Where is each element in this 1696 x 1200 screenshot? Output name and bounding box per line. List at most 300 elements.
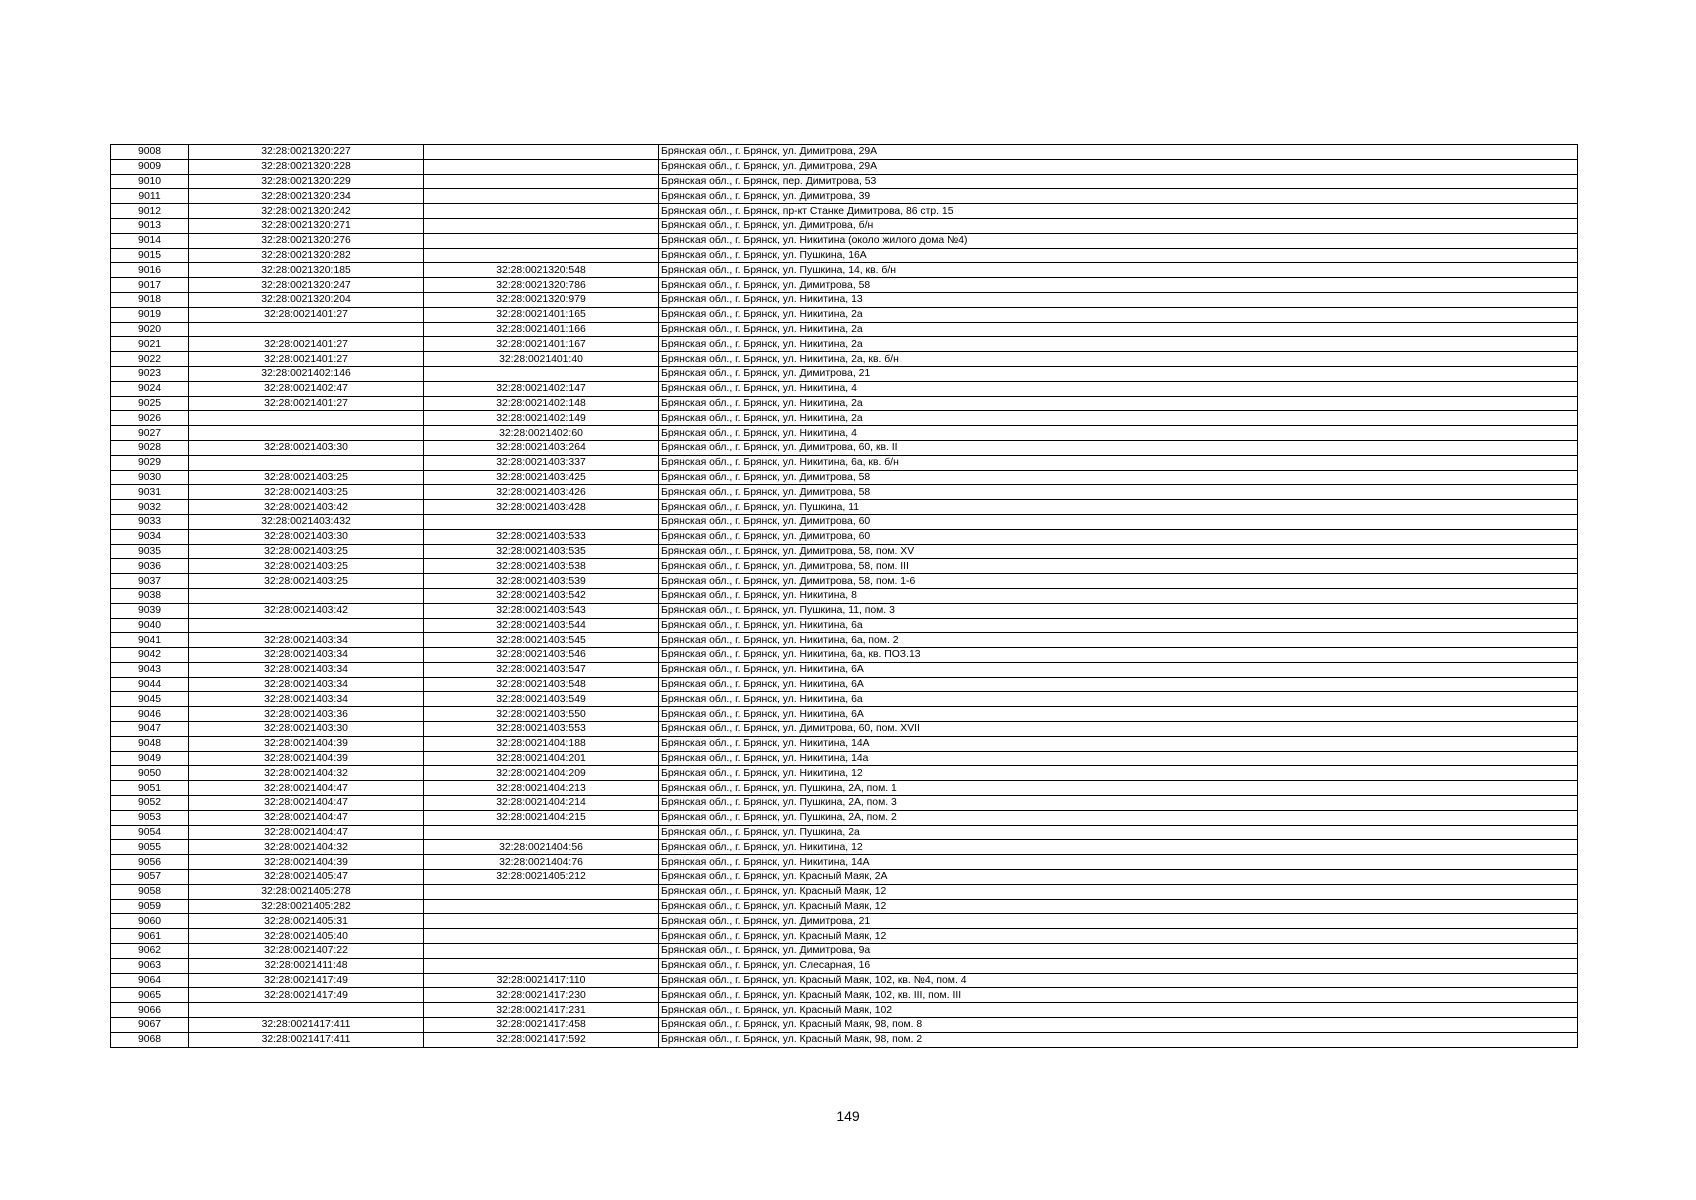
table-row [111, 929, 1578, 944]
address-cell: Брянская обл., г. Брянск, ул. Димитрова, 60, пом. XVII [659, 722, 1578, 737]
parent-cadastral-number-cell: 32:28:0021403:34 [189, 633, 424, 648]
address-cell: Брянская обл., г. Брянск, ул. Никитина, 12 [659, 766, 1578, 781]
row-number-cell: 9009 [111, 159, 189, 174]
row-number-cell: 9031 [111, 485, 189, 500]
address-cell: Брянская обл., г. Брянск, ул. Никитина, 6а, кв. ПОЗ.13 [659, 648, 1578, 663]
cadastral-number-cell: 32:28:0021404:56 [424, 840, 659, 855]
parent-cadastral-number-cell: 32:28:0021402:47 [189, 381, 424, 396]
row-number-cell: 9051 [111, 781, 189, 796]
cadastral-number-cell [424, 189, 659, 204]
table-row [111, 544, 1578, 559]
parent-cadastral-number-cell: 32:28:0021405:31 [189, 914, 424, 929]
parent-cadastral-number-cell: 32:28:0021320:227 [189, 145, 424, 160]
cadastral-number-cell: 32:28:0021320:548 [424, 263, 659, 278]
parent-cadastral-number-cell: 32:28:0021401:27 [189, 337, 424, 352]
address-cell: Брянская обл., г. Брянск, ул. Никитина, 2а [659, 307, 1578, 322]
cadastral-number-cell: 32:28:0021404:213 [424, 781, 659, 796]
row-number-cell: 9026 [111, 411, 189, 426]
address-cell: Брянская обл., г. Брянск, ул. Димитрова, 29А [659, 145, 1578, 160]
address-cell: Брянская обл., г. Брянск, ул. Никитина, 2а [659, 396, 1578, 411]
row-number-cell: 9042 [111, 648, 189, 663]
row-number-cell: 9047 [111, 722, 189, 737]
table-row [111, 559, 1578, 574]
cadastral-number-cell [424, 899, 659, 914]
table-row [111, 145, 1578, 160]
parent-cadastral-number-cell [189, 455, 424, 470]
table-row [111, 411, 1578, 426]
cadastral-number-cell: 32:28:0021403:553 [424, 722, 659, 737]
table-row [111, 810, 1578, 825]
table-row [111, 574, 1578, 589]
table-row [111, 751, 1578, 766]
table-row [111, 840, 1578, 855]
address-cell: Брянская обл., г. Брянск, ул. Красный Маяк, 98, пом. 2 [659, 1032, 1578, 1047]
address-cell: Брянская обл., г. Брянск, ул. Димитрова, б/н [659, 218, 1578, 233]
row-number-cell: 9020 [111, 322, 189, 337]
parent-cadastral-number-cell: 32:28:0021404:32 [189, 766, 424, 781]
cadastral-number-cell: 32:28:0021401:166 [424, 322, 659, 337]
parent-cadastral-number-cell: 32:28:0021405:282 [189, 899, 424, 914]
address-cell: Брянская обл., г. Брянск, ул. Димитрова, 58 [659, 470, 1578, 485]
address-cell: Брянская обл., г. Брянск, ул. Никитина, 14А [659, 736, 1578, 751]
cadastral-number-cell: 32:28:0021403:426 [424, 485, 659, 500]
row-number-cell: 9018 [111, 292, 189, 307]
address-cell: Брянская обл., г. Брянск, ул. Димитрова, 58 [659, 278, 1578, 293]
parent-cadastral-number-cell: 32:28:0021403:34 [189, 677, 424, 692]
address-cell: Брянская обл., г. Брянск, ул. Димитрова, 58, пом. 1-6 [659, 574, 1578, 589]
table-row [111, 218, 1578, 233]
cadastral-number-cell [424, 159, 659, 174]
cadastral-number-cell [424, 914, 659, 929]
table-row [111, 1003, 1578, 1018]
parent-cadastral-number-cell [189, 322, 424, 337]
address-cell: Брянская обл., г. Брянск, ул. Никитина, 6А [659, 677, 1578, 692]
row-number-cell: 9060 [111, 914, 189, 929]
row-number-cell: 9039 [111, 603, 189, 618]
table-row [111, 292, 1578, 307]
address-cell: Брянская обл., г. Брянск, ул. Красный Маяк, 2А [659, 870, 1578, 885]
table-row [111, 263, 1578, 278]
address-cell: Брянская обл., г. Брянск, ул. Димитрова, 39 [659, 189, 1578, 204]
table-row [111, 278, 1578, 293]
table-row [111, 766, 1578, 781]
address-cell: Брянская обл., г. Брянск, ул. Красный Маяк, 102 [659, 1003, 1578, 1018]
address-cell: Брянская обл., г. Брянск, ул. Красный Маяк, 12 [659, 884, 1578, 899]
address-cell: Брянская обл., г. Брянск, ул. Димитрова, 29А [659, 159, 1578, 174]
cadastral-number-cell: 32:28:0021403:550 [424, 707, 659, 722]
row-number-cell: 9036 [111, 559, 189, 574]
parent-cadastral-number-cell: 32:28:0021401:27 [189, 352, 424, 367]
cadastral-number-cell: 32:28:0021403:549 [424, 692, 659, 707]
cadastral-number-cell: 32:28:0021404:201 [424, 751, 659, 766]
cadastral-number-cell: 32:28:0021404:188 [424, 736, 659, 751]
row-number-cell: 9012 [111, 204, 189, 219]
parent-cadastral-number-cell: 32:28:0021403:30 [189, 722, 424, 737]
parent-cadastral-number-cell: 32:28:0021417:411 [189, 1018, 424, 1033]
address-cell: Брянская обл., г. Брянск, ул. Димитрова, 60 [659, 529, 1578, 544]
address-cell: Брянская обл., г. Брянск, ул. Димитрова, 21 [659, 914, 1578, 929]
parent-cadastral-number-cell: 32:28:0021403:25 [189, 544, 424, 559]
cadastral-number-cell: 32:28:0021404:214 [424, 796, 659, 811]
parent-cadastral-number-cell [189, 411, 424, 426]
row-number-cell: 9068 [111, 1032, 189, 1047]
parent-cadastral-number-cell: 32:28:0021405:40 [189, 929, 424, 944]
address-cell: Брянская обл., г. Брянск, ул. Пушкина, 2а [659, 825, 1578, 840]
cadastral-number-cell: 32:28:0021403:547 [424, 662, 659, 677]
address-cell: Брянская обл., г. Брянск, ул. Димитрова, 58, пом. XV [659, 544, 1578, 559]
cadastral-number-cell [424, 145, 659, 160]
parent-cadastral-number-cell: 32:28:0021404:32 [189, 840, 424, 855]
address-cell: Брянская обл., г. Брянск, ул. Никитина, 6А [659, 707, 1578, 722]
address-cell: Брянская обл., г. Брянск, ул. Никитина, 14а [659, 751, 1578, 766]
address-cell: Брянская обл., г. Брянск, пр-кт Станке Димитрова, 86 стр. 15 [659, 204, 1578, 219]
row-number-cell: 9021 [111, 337, 189, 352]
parent-cadastral-number-cell: 32:28:0021404:39 [189, 751, 424, 766]
row-number-cell: 9062 [111, 944, 189, 959]
table-row [111, 248, 1578, 263]
cadastral-number-cell [424, 366, 659, 381]
table-body [111, 145, 1578, 1048]
row-number-cell: 9048 [111, 736, 189, 751]
cadastral-number-cell: 32:28:0021403:543 [424, 603, 659, 618]
table-row [111, 973, 1578, 988]
table-row [111, 870, 1578, 885]
row-number-cell: 9045 [111, 692, 189, 707]
cadastral-number-cell: 32:28:0021403:264 [424, 440, 659, 455]
address-cell: Брянская обл., г. Брянск, ул. Никитина, 2а [659, 322, 1578, 337]
parent-cadastral-number-cell: 32:28:0021404:47 [189, 796, 424, 811]
address-cell: Брянская обл., г. Брянск, ул. Пушкина, 2А, пом. 2 [659, 810, 1578, 825]
table-row [111, 736, 1578, 751]
page-number: 149 [836, 1108, 860, 1124]
parent-cadastral-number-cell: 32:28:0021403:34 [189, 662, 424, 677]
address-cell: Брянская обл., г. Брянск, ул. Никитина, 4 [659, 381, 1578, 396]
address-cell: Брянская обл., г. Брянск, ул. Пушкина, 2А, пом. 1 [659, 781, 1578, 796]
table-row [111, 233, 1578, 248]
parent-cadastral-number-cell: 32:28:0021402:146 [189, 366, 424, 381]
row-number-cell: 9066 [111, 1003, 189, 1018]
parent-cadastral-number-cell: 32:28:0021320:229 [189, 174, 424, 189]
parent-cadastral-number-cell [189, 1003, 424, 1018]
table-row [111, 307, 1578, 322]
cadastral-number-cell: 32:28:0021403:539 [424, 574, 659, 589]
parent-cadastral-number-cell: 32:28:0021404:47 [189, 810, 424, 825]
row-number-cell: 9052 [111, 796, 189, 811]
table-row [111, 648, 1578, 663]
row-number-cell: 9046 [111, 707, 189, 722]
cadastral-number-cell [424, 944, 659, 959]
cadastral-number-cell: 32:28:0021417:230 [424, 988, 659, 1003]
parent-cadastral-number-cell: 32:28:0021411:48 [189, 958, 424, 973]
address-cell: Брянская обл., г. Брянск, ул. Никитина, 6а, кв. б/н [659, 455, 1578, 470]
parent-cadastral-number-cell: 32:28:0021401:27 [189, 396, 424, 411]
row-number-cell: 9049 [111, 751, 189, 766]
address-cell: Брянская обл., г. Брянск, ул. Красный Маяк, 98, пом. 8 [659, 1018, 1578, 1033]
cadastral-number-cell [424, 929, 659, 944]
row-number-cell: 9034 [111, 529, 189, 544]
table-row [111, 381, 1578, 396]
cadastral-number-cell: 32:28:0021401:40 [424, 352, 659, 367]
row-number-cell: 9029 [111, 455, 189, 470]
address-cell: Брянская обл., г. Брянск, ул. Димитрова, 60, кв. II [659, 440, 1578, 455]
table-row [111, 485, 1578, 500]
table-row [111, 470, 1578, 485]
parent-cadastral-number-cell: 32:28:0021320:234 [189, 189, 424, 204]
parent-cadastral-number-cell: 32:28:0021403:432 [189, 514, 424, 529]
cadastral-number-cell: 32:28:0021404:76 [424, 855, 659, 870]
address-cell: Брянская обл., г. Брянск, ул. Димитрова, 60 [659, 514, 1578, 529]
address-cell: Брянская обл., г. Брянск, ул. Никитина, 6А [659, 662, 1578, 677]
cadastral-number-cell: 32:28:0021417:231 [424, 1003, 659, 1018]
address-cell: Брянская обл., г. Брянск, ул. Димитрова, 9а [659, 944, 1578, 959]
address-cell: Брянская обл., г. Брянск, ул. Красный Маяк, 102, кв. №4, пом. 4 [659, 973, 1578, 988]
cadastral-number-cell: 32:28:0021403:533 [424, 529, 659, 544]
address-cell: Брянская обл., г. Брянск, ул. Пушкина, 11 [659, 500, 1578, 515]
row-number-cell: 9025 [111, 396, 189, 411]
table-row [111, 707, 1578, 722]
cadastral-number-cell [424, 248, 659, 263]
parent-cadastral-number-cell: 32:28:0021401:27 [189, 307, 424, 322]
address-cell: Брянская обл., г. Брянск, ул. Пушкина, 11, пом. 3 [659, 603, 1578, 618]
address-cell: Брянская обл., г. Брянск, ул. Пушкина, 16А [659, 248, 1578, 263]
cadastral-number-cell: 32:28:0021403:545 [424, 633, 659, 648]
parent-cadastral-number-cell [189, 426, 424, 441]
address-cell: Брянская обл., г. Брянск, ул. Никитина, 6а, пом. 2 [659, 633, 1578, 648]
table-row [111, 796, 1578, 811]
cadastral-number-cell: 32:28:0021417:458 [424, 1018, 659, 1033]
cadastral-number-cell: 32:28:0021402:147 [424, 381, 659, 396]
parent-cadastral-number-cell: 32:28:0021403:36 [189, 707, 424, 722]
cadastral-number-cell: 32:28:0021401:165 [424, 307, 659, 322]
table-row [111, 337, 1578, 352]
address-cell: Брянская обл., г. Брянск, ул. Красный Маяк, 12 [659, 899, 1578, 914]
address-cell: Брянская обл., г. Брянск, ул. Димитрова, 58 [659, 485, 1578, 500]
parent-cadastral-number-cell: 32:28:0021417:49 [189, 988, 424, 1003]
parent-cadastral-number-cell [189, 588, 424, 603]
row-number-cell: 9033 [111, 514, 189, 529]
cadastral-number-cell [424, 958, 659, 973]
parent-cadastral-number-cell: 32:28:0021403:34 [189, 648, 424, 663]
cadastral-number-cell [424, 218, 659, 233]
cadastral-number-cell: 32:28:0021402:149 [424, 411, 659, 426]
address-cell: Брянская обл., г. Брянск, ул. Слесарная, 16 [659, 958, 1578, 973]
table-row [111, 1032, 1578, 1047]
parent-cadastral-number-cell: 32:28:0021417:411 [189, 1032, 424, 1047]
table-row [111, 677, 1578, 692]
address-cell: Брянская обл., г. Брянск, ул. Никитина, 13 [659, 292, 1578, 307]
row-number-cell: 9017 [111, 278, 189, 293]
parent-cadastral-number-cell: 32:28:0021405:47 [189, 870, 424, 885]
parent-cadastral-number-cell: 32:28:0021403:42 [189, 603, 424, 618]
row-number-cell: 9014 [111, 233, 189, 248]
cadastral-number-cell: 32:28:0021402:60 [424, 426, 659, 441]
cadastral-number-cell: 32:28:0021403:428 [424, 500, 659, 515]
cadastral-number-cell: 32:28:0021403:425 [424, 470, 659, 485]
row-number-cell: 9035 [111, 544, 189, 559]
row-number-cell: 9038 [111, 588, 189, 603]
row-number-cell: 9063 [111, 958, 189, 973]
address-cell: Брянская обл., г. Брянск, ул. Никитина, 2а [659, 411, 1578, 426]
address-cell: Брянская обл., г. Брянск, ул. Красный Маяк, 102, кв. III, пом. III [659, 988, 1578, 1003]
row-number-cell: 9058 [111, 884, 189, 899]
row-number-cell: 9037 [111, 574, 189, 589]
cadastral-number-cell: 32:28:0021403:548 [424, 677, 659, 692]
table-row [111, 944, 1578, 959]
parent-cadastral-number-cell: 32:28:0021403:25 [189, 559, 424, 574]
address-cell: Брянская обл., г. Брянск, ул. Никитина, 2а [659, 337, 1578, 352]
table-row [111, 692, 1578, 707]
parent-cadastral-number-cell: 32:28:0021320:185 [189, 263, 424, 278]
registry-table [110, 144, 1578, 1048]
parent-cadastral-number-cell: 32:28:0021407:22 [189, 944, 424, 959]
address-cell: Брянская обл., г. Брянск, ул. Никитина, 4 [659, 426, 1578, 441]
address-cell: Брянская обл., г. Брянск, ул. Пушкина, 2А, пом. 3 [659, 796, 1578, 811]
table-row [111, 958, 1578, 973]
table-row [111, 440, 1578, 455]
table-row [111, 855, 1578, 870]
row-number-cell: 9043 [111, 662, 189, 677]
cadastral-number-cell: 32:28:0021417:110 [424, 973, 659, 988]
parent-cadastral-number-cell: 32:28:0021320:228 [189, 159, 424, 174]
row-number-cell: 9023 [111, 366, 189, 381]
row-number-cell: 9015 [111, 248, 189, 263]
row-number-cell: 9050 [111, 766, 189, 781]
table-row [111, 529, 1578, 544]
table-row [111, 618, 1578, 633]
address-cell: Брянская обл., г. Брянск, пер. Димитрова, 53 [659, 174, 1578, 189]
table-row [111, 455, 1578, 470]
parent-cadastral-number-cell: 32:28:0021320:242 [189, 204, 424, 219]
cadastral-number-cell: 32:28:0021403:535 [424, 544, 659, 559]
parent-cadastral-number-cell: 32:28:0021320:276 [189, 233, 424, 248]
row-number-cell: 9059 [111, 899, 189, 914]
table-row [111, 603, 1578, 618]
parent-cadastral-number-cell: 32:28:0021403:25 [189, 485, 424, 500]
parent-cadastral-number-cell: 32:28:0021417:49 [189, 973, 424, 988]
parent-cadastral-number-cell: 32:28:0021404:39 [189, 736, 424, 751]
table-row [111, 914, 1578, 929]
cadastral-number-cell [424, 825, 659, 840]
row-number-cell: 9053 [111, 810, 189, 825]
row-number-cell: 9032 [111, 500, 189, 515]
table-row [111, 884, 1578, 899]
address-cell: Брянская обл., г. Брянск, ул. Никитина, 2а, кв. б/н [659, 352, 1578, 367]
address-cell: Брянская обл., г. Брянск, ул. Никитина, 12 [659, 840, 1578, 855]
table-row [111, 588, 1578, 603]
address-cell: Брянская обл., г. Брянск, ул. Никитина, 6а [659, 618, 1578, 633]
parent-cadastral-number-cell: 32:28:0021404:39 [189, 855, 424, 870]
table-row [111, 204, 1578, 219]
row-number-cell: 9064 [111, 973, 189, 988]
cadastral-number-cell: 32:28:0021404:215 [424, 810, 659, 825]
table-row [111, 189, 1578, 204]
parent-cadastral-number-cell: 32:28:0021403:34 [189, 692, 424, 707]
table-row [111, 722, 1578, 737]
row-number-cell: 9044 [111, 677, 189, 692]
address-cell: Брянская обл., г. Брянск, ул. Димитрова, 58, пом. III [659, 559, 1578, 574]
row-number-cell: 9027 [111, 426, 189, 441]
row-number-cell: 9065 [111, 988, 189, 1003]
cadastral-number-cell: 32:28:0021402:148 [424, 396, 659, 411]
table-row [111, 366, 1578, 381]
parent-cadastral-number-cell [189, 618, 424, 633]
row-number-cell: 9010 [111, 174, 189, 189]
row-number-cell: 9067 [111, 1018, 189, 1033]
table-row [111, 988, 1578, 1003]
cadastral-number-cell: 32:28:0021320:786 [424, 278, 659, 293]
row-number-cell: 9057 [111, 870, 189, 885]
row-number-cell: 9056 [111, 855, 189, 870]
row-number-cell: 9024 [111, 381, 189, 396]
row-number-cell: 9055 [111, 840, 189, 855]
row-number-cell: 9028 [111, 440, 189, 455]
row-number-cell: 9016 [111, 263, 189, 278]
parent-cadastral-number-cell: 32:28:0021320:204 [189, 292, 424, 307]
parent-cadastral-number-cell: 32:28:0021320:247 [189, 278, 424, 293]
row-number-cell: 9013 [111, 218, 189, 233]
parent-cadastral-number-cell: 32:28:0021403:25 [189, 574, 424, 589]
row-number-cell: 9008 [111, 145, 189, 160]
table-row [111, 899, 1578, 914]
parent-cadastral-number-cell: 32:28:0021403:30 [189, 529, 424, 544]
cadastral-number-cell [424, 884, 659, 899]
row-number-cell: 9041 [111, 633, 189, 648]
table-row [111, 1018, 1578, 1033]
table-row [111, 426, 1578, 441]
table-row [111, 662, 1578, 677]
table-row [111, 159, 1578, 174]
cadastral-number-cell: 32:28:0021404:209 [424, 766, 659, 781]
address-cell: Брянская обл., г. Брянск, ул. Никитина, 14А [659, 855, 1578, 870]
table-row [111, 781, 1578, 796]
address-cell: Брянская обл., г. Брянск, ул. Никитина, 6а [659, 692, 1578, 707]
row-number-cell: 9040 [111, 618, 189, 633]
cadastral-number-cell: 32:28:0021403:542 [424, 588, 659, 603]
parent-cadastral-number-cell: 32:28:0021320:271 [189, 218, 424, 233]
table-row [111, 396, 1578, 411]
table-row [111, 633, 1578, 648]
row-number-cell: 9019 [111, 307, 189, 322]
table-row [111, 322, 1578, 337]
cadastral-number-cell: 32:28:0021417:592 [424, 1032, 659, 1047]
cadastral-number-cell: 32:28:0021320:979 [424, 292, 659, 307]
parent-cadastral-number-cell: 32:28:0021404:47 [189, 825, 424, 840]
address-cell: Брянская обл., г. Брянск, ул. Пушкина, 14, кв. б/н [659, 263, 1578, 278]
parent-cadastral-number-cell: 32:28:0021403:25 [189, 470, 424, 485]
address-cell: Брянская обл., г. Брянск, ул. Красный Маяк, 12 [659, 929, 1578, 944]
row-number-cell: 9022 [111, 352, 189, 367]
table-row [111, 174, 1578, 189]
cadastral-number-cell: 32:28:0021405:212 [424, 870, 659, 885]
cadastral-number-cell: 32:28:0021403:538 [424, 559, 659, 574]
cadastral-number-cell: 32:28:0021401:167 [424, 337, 659, 352]
row-number-cell: 9011 [111, 189, 189, 204]
address-cell: Брянская обл., г. Брянск, ул. Никитина (около жилого дома №4) [659, 233, 1578, 248]
table-row [111, 514, 1578, 529]
parent-cadastral-number-cell: 32:28:0021403:42 [189, 500, 424, 515]
address-cell: Брянская обл., г. Брянск, ул. Димитрова, 21 [659, 366, 1578, 381]
address-cell: Брянская обл., г. Брянск, ул. Никитина, 8 [659, 588, 1578, 603]
parent-cadastral-number-cell: 32:28:0021320:282 [189, 248, 424, 263]
cadastral-number-cell [424, 233, 659, 248]
parent-cadastral-number-cell: 32:28:0021403:30 [189, 440, 424, 455]
cadastral-number-cell [424, 174, 659, 189]
parent-cadastral-number-cell: 32:28:0021405:278 [189, 884, 424, 899]
cadastral-number-cell: 32:28:0021403:546 [424, 648, 659, 663]
table-row [111, 825, 1578, 840]
cadastral-number-cell: 32:28:0021403:337 [424, 455, 659, 470]
cadastral-number-cell [424, 514, 659, 529]
